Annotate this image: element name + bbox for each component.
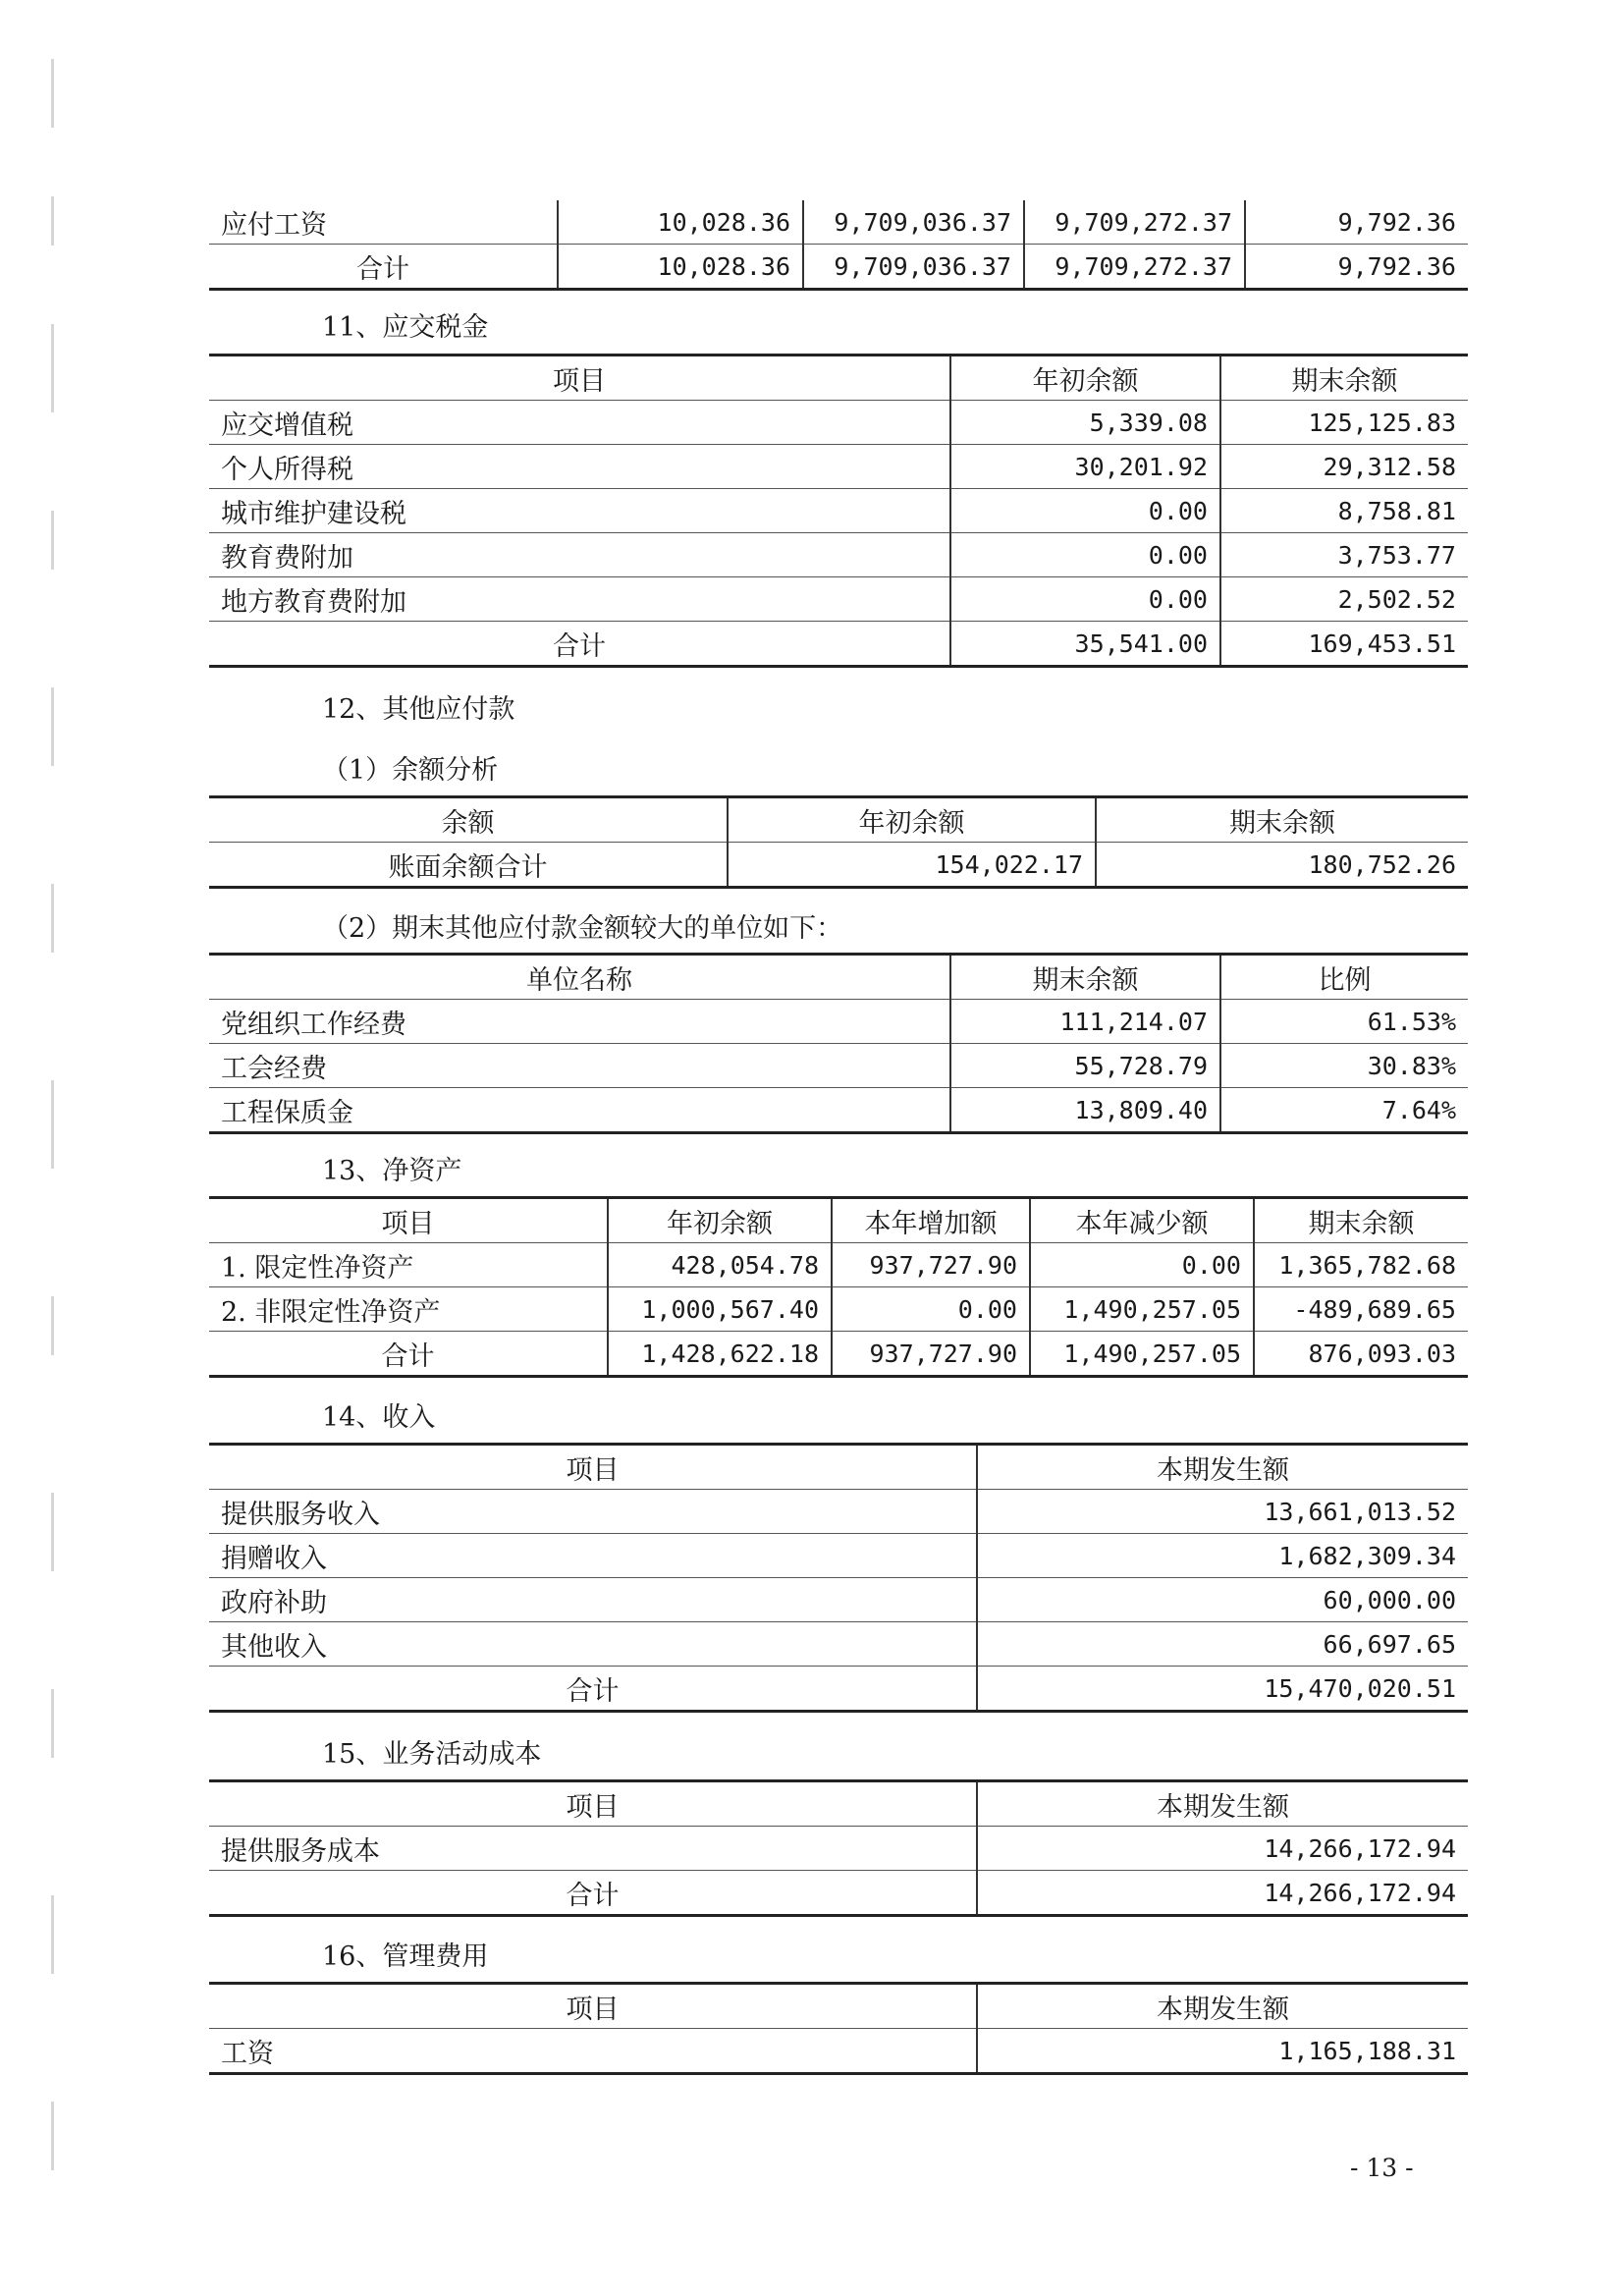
value-cell: 111,214.07 bbox=[950, 1000, 1220, 1044]
table-row bbox=[209, 1622, 1468, 1667]
major-units-table bbox=[209, 953, 1468, 1134]
table-row bbox=[209, 1088, 1468, 1133]
section-heading: 13、净资产 bbox=[322, 1156, 462, 1186]
item-cell: 工程保质金 bbox=[209, 1088, 950, 1133]
table-row bbox=[209, 533, 1468, 577]
item-cell: 党组织工作经费 bbox=[209, 1000, 950, 1044]
table-row bbox=[209, 445, 1468, 489]
table-row bbox=[209, 200, 1468, 245]
table-row bbox=[209, 1490, 1468, 1534]
table-header-row bbox=[209, 1445, 1468, 1490]
value-cell: 154,022.17 bbox=[728, 843, 1096, 888]
column-header: 本期发生额 bbox=[977, 1984, 1468, 2029]
column-header: 年初余额 bbox=[950, 355, 1220, 401]
table-header-row bbox=[209, 797, 1468, 843]
table-row bbox=[209, 1578, 1468, 1622]
value-cell: 2,502.52 bbox=[1220, 577, 1468, 622]
value-cell: 0.00 bbox=[1030, 1243, 1254, 1287]
value-cell: 10,028.36 bbox=[558, 245, 803, 290]
table-header-row bbox=[209, 1198, 1468, 1243]
value-cell: 169,453.51 bbox=[1220, 622, 1468, 667]
value-cell: 0.00 bbox=[950, 489, 1220, 533]
column-header: 年初余额 bbox=[608, 1198, 832, 1243]
total-row bbox=[209, 622, 1468, 667]
table-row bbox=[209, 401, 1468, 445]
section-heading: 12、其他应付款 bbox=[322, 694, 515, 725]
value-cell: 0.00 bbox=[950, 533, 1220, 577]
value-cell: 1,428,622.18 bbox=[608, 1332, 832, 1377]
item-cell: 合计 bbox=[209, 1332, 608, 1377]
column-header: 本期发生额 bbox=[977, 1781, 1468, 1827]
item-cell: 城市维护建设税 bbox=[209, 489, 950, 533]
section-heading: 11、应交税金 bbox=[322, 312, 489, 343]
table-header-row bbox=[209, 955, 1468, 1000]
column-header: 年初余额 bbox=[728, 797, 1096, 843]
item-cell: 政府补助 bbox=[209, 1578, 977, 1622]
balance-table bbox=[209, 795, 1468, 889]
value-cell: 3,753.77 bbox=[1220, 533, 1468, 577]
value-cell: 0.00 bbox=[832, 1287, 1030, 1332]
value-cell: 876,093.03 bbox=[1254, 1332, 1468, 1377]
item-cell: 合计 bbox=[209, 1667, 977, 1712]
table-header-row bbox=[209, 1781, 1468, 1827]
column-header: 期末余额 bbox=[1254, 1198, 1468, 1243]
table-row bbox=[209, 1287, 1468, 1332]
item-cell: 2. 非限定性净资产 bbox=[209, 1287, 608, 1332]
table-header-row bbox=[209, 355, 1468, 401]
value-cell: 29,312.58 bbox=[1220, 445, 1468, 489]
subsection-heading: （1）余额分析 bbox=[322, 755, 499, 786]
column-header: 余额 bbox=[441, 807, 495, 839]
total-row bbox=[209, 1871, 1468, 1916]
total-row bbox=[209, 1332, 1468, 1377]
item-cell: 工资 bbox=[209, 2029, 977, 2074]
value-cell: 180,752.26 bbox=[1096, 843, 1468, 888]
column-header: 本年减少额 bbox=[1030, 1198, 1254, 1243]
table-row bbox=[209, 1534, 1468, 1578]
table-row bbox=[209, 577, 1468, 622]
payroll-table bbox=[209, 200, 1468, 291]
value-cell: 60,000.00 bbox=[977, 1578, 1468, 1622]
value-cell: 1,490,257.05 bbox=[1030, 1287, 1254, 1332]
item-cell: 教育费附加 bbox=[209, 533, 950, 577]
column-header: 比例 bbox=[1220, 955, 1468, 1000]
value-cell: 428,054.78 bbox=[608, 1243, 832, 1287]
item-cell: 提供服务收入 bbox=[209, 1490, 977, 1534]
taxes-table bbox=[209, 354, 1468, 668]
table-row bbox=[209, 245, 1468, 290]
value-cell: 1,000,567.40 bbox=[608, 1287, 832, 1332]
table-header-row bbox=[209, 1984, 1468, 2029]
value-cell: 7.64% bbox=[1220, 1088, 1468, 1133]
table-row bbox=[209, 1044, 1468, 1088]
item-cell: 1. 限定性净资产 bbox=[209, 1243, 608, 1287]
admin-expense-table bbox=[209, 1982, 1468, 2075]
value-cell: 13,809.40 bbox=[950, 1088, 1220, 1133]
value-cell: 125,125.83 bbox=[1220, 401, 1468, 445]
table-row bbox=[209, 1827, 1468, 1871]
table-row bbox=[209, 1243, 1468, 1287]
item-cell: 合计 bbox=[209, 245, 558, 290]
column-header: 期末余额 bbox=[1096, 797, 1468, 843]
value-cell: 0.00 bbox=[950, 577, 1220, 622]
value-cell: 55,728.79 bbox=[950, 1044, 1220, 1088]
value-cell: 9,709,036.37 bbox=[803, 200, 1024, 245]
item-cell: 应付工资 bbox=[221, 209, 327, 241]
column-header: 期末余额 bbox=[1220, 355, 1468, 401]
value-cell: 14,266,172.94 bbox=[977, 1827, 1468, 1871]
value-cell: 30,201.92 bbox=[950, 445, 1220, 489]
value-cell: 9,709,272.37 bbox=[1024, 245, 1245, 290]
income-table bbox=[209, 1443, 1468, 1713]
value-cell: 14,266,172.94 bbox=[977, 1871, 1468, 1916]
section-heading: 14、收入 bbox=[322, 1402, 436, 1433]
value-cell: 9,709,036.37 bbox=[803, 245, 1024, 290]
table-row bbox=[209, 489, 1468, 533]
column-header: 项目 bbox=[566, 1791, 620, 1823]
column-header: 期末余额 bbox=[950, 955, 1220, 1000]
section-heading: 16、管理费用 bbox=[322, 1941, 489, 1972]
value-cell: 1,365,782.68 bbox=[1254, 1243, 1468, 1287]
value-cell: 10,028.36 bbox=[558, 200, 803, 245]
value-cell: 1,490,257.05 bbox=[1030, 1332, 1254, 1377]
table-row bbox=[209, 1000, 1468, 1044]
item-cell: 账面余额合计 bbox=[209, 843, 728, 888]
item-cell: 个人所得税 bbox=[209, 445, 950, 489]
column-header: 本期发生额 bbox=[977, 1445, 1468, 1490]
item-cell: 提供服务成本 bbox=[209, 1827, 977, 1871]
table-row bbox=[209, 2029, 1468, 2074]
subsection-heading: （2）期末其他应付款金额较大的单位如下： bbox=[322, 913, 843, 944]
value-cell: 9,792.36 bbox=[1245, 200, 1468, 245]
value-cell: 9,792.36 bbox=[1245, 245, 1468, 290]
value-cell: 66,697.65 bbox=[977, 1622, 1468, 1667]
binding-holes bbox=[43, 0, 73, 2296]
page-number: - 13 - bbox=[1350, 2154, 1414, 2182]
value-cell: 8,758.81 bbox=[1220, 489, 1468, 533]
item-cell: 应交增值税 bbox=[209, 401, 950, 445]
item-cell: 工会经费 bbox=[209, 1044, 950, 1088]
column-header: 项目 bbox=[566, 1994, 620, 2025]
value-cell: 1,682,309.34 bbox=[977, 1534, 1468, 1578]
value-cell: 61.53% bbox=[1220, 1000, 1468, 1044]
column-header: 本年增加额 bbox=[832, 1198, 1030, 1243]
column-header: 项目 bbox=[553, 365, 606, 397]
cost-table bbox=[209, 1779, 1468, 1917]
total-row bbox=[209, 1667, 1468, 1712]
column-header: 项目 bbox=[566, 1454, 620, 1486]
column-header: 项目 bbox=[381, 1208, 435, 1239]
item-cell: 地方教育费附加 bbox=[209, 577, 950, 622]
value-cell: -489,689.65 bbox=[1254, 1287, 1468, 1332]
item-cell: 合计 bbox=[209, 622, 950, 667]
value-cell: 5,339.08 bbox=[950, 401, 1220, 445]
value-cell: 13,661,013.52 bbox=[977, 1490, 1468, 1534]
column-header: 单位名称 bbox=[526, 964, 632, 996]
value-cell: 937,727.90 bbox=[832, 1243, 1030, 1287]
value-cell: 937,727.90 bbox=[832, 1332, 1030, 1377]
value-cell: 15,470,020.51 bbox=[977, 1667, 1468, 1712]
value-cell: 9,709,272.37 bbox=[1024, 200, 1245, 245]
item-cell: 捐赠收入 bbox=[209, 1534, 977, 1578]
item-cell: 合计 bbox=[209, 1871, 977, 1916]
table-row bbox=[209, 843, 1468, 888]
value-cell: 30.83% bbox=[1220, 1044, 1468, 1088]
section-heading: 15、业务活动成本 bbox=[322, 1739, 542, 1770]
value-cell: 35,541.00 bbox=[950, 622, 1220, 667]
value-cell: 1,165,188.31 bbox=[977, 2029, 1468, 2074]
item-cell: 其他收入 bbox=[209, 1622, 977, 1667]
net-assets-table bbox=[209, 1196, 1468, 1378]
